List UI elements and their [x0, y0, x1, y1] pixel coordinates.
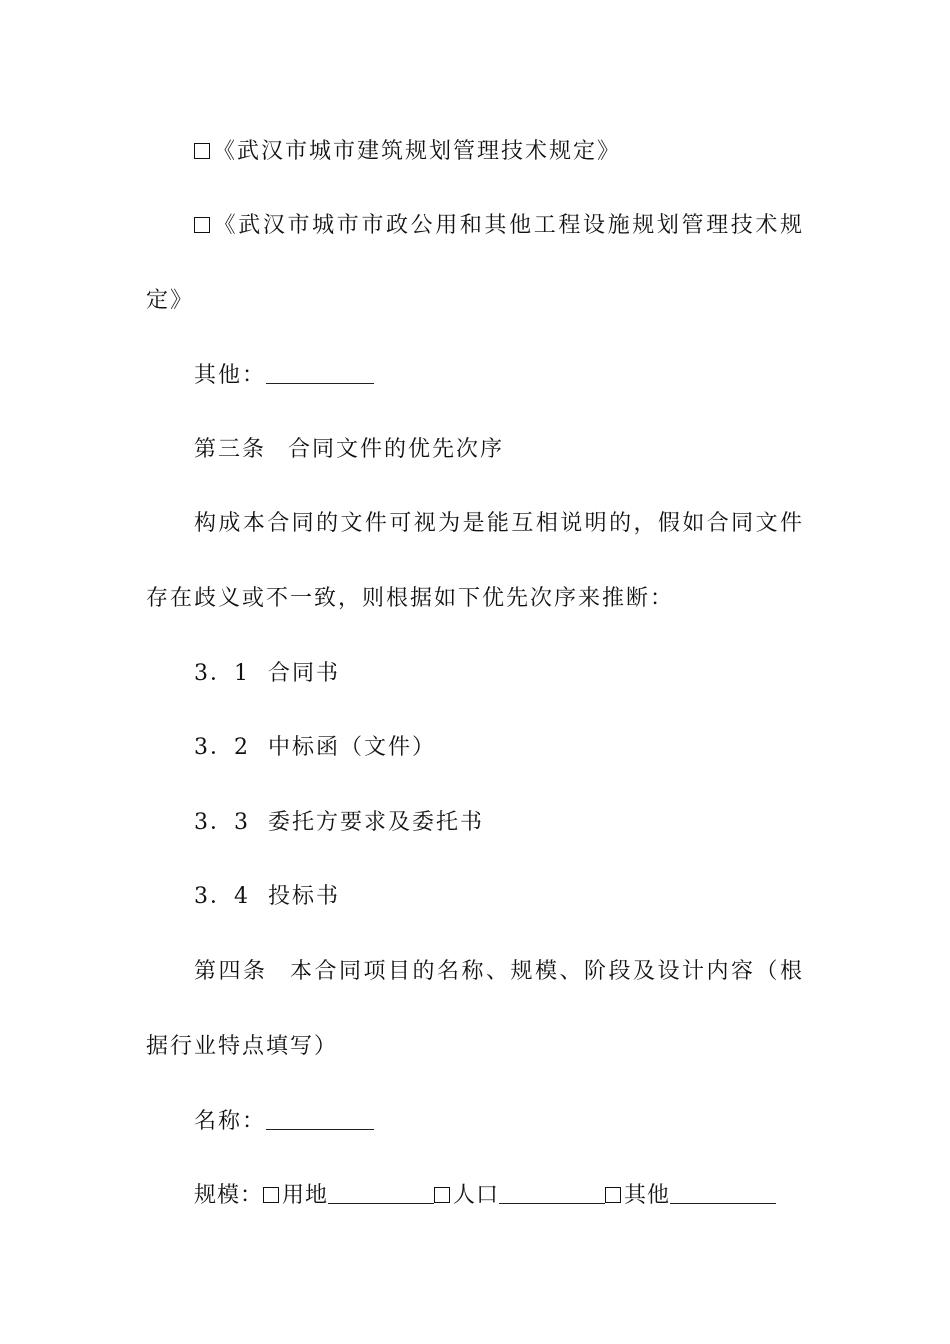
regulation-building-text: 《武汉市城市建筑规划管理技术规定》 — [213, 139, 622, 164]
other-row — [194, 361, 804, 391]
scale-label: 规模： — [194, 1183, 264, 1208]
name-blank-field[interactable] — [266, 1107, 374, 1130]
article3-paragraph-line2 — [146, 584, 804, 614]
article3-title: 合同文件的优先次序 — [288, 437, 505, 462]
regulation-item-municipal — [194, 211, 804, 241]
other-label: 其他： — [194, 363, 267, 388]
article3-paragraph-text1: 构成本合同的文件可视为是能互相说明的，假如合同文件 — [194, 511, 804, 536]
name-label: 名称： — [194, 1109, 267, 1134]
scale-option-population: 人口 — [453, 1183, 500, 1208]
other-blank-field[interactable] — [266, 361, 374, 384]
article3-paragraph-line1 — [194, 509, 804, 539]
scale-option-land: 用地 — [282, 1183, 329, 1208]
name-row — [194, 1107, 804, 1137]
article4-number: 第四条 — [194, 959, 268, 984]
priority-item — [194, 882, 804, 912]
priority-item-number: 3．3 — [194, 810, 250, 835]
checkbox-building-regulation[interactable] — [194, 143, 210, 159]
checkbox-population[interactable] — [434, 1187, 450, 1203]
article4-heading-row — [194, 957, 804, 987]
checkbox-land[interactable] — [263, 1187, 279, 1203]
priority-item — [194, 659, 804, 689]
regulation-item-municipal-cont — [146, 286, 804, 316]
scale-row — [194, 1181, 804, 1211]
priority-item-text: 中标函（文件） — [268, 735, 437, 760]
regulation-municipal-text-line1: 《武汉市城市市政公用和其他工程设施规划管理技术规 — [213, 213, 804, 238]
checkbox-municipal-regulation[interactable] — [194, 217, 210, 233]
priority-item-number: 3．4 — [194, 884, 250, 909]
priority-item-number: 3．1 — [194, 661, 250, 686]
other-scale-blank-field[interactable] — [670, 1181, 776, 1204]
regulation-item-building — [194, 137, 804, 167]
article4-title-cont — [146, 1032, 804, 1062]
article4-title-line2: 据行业特点填写） — [146, 1034, 339, 1059]
priority-item — [194, 808, 804, 838]
article4-title-line1: 本合同项目的名称、规模、阶段及设计内容（根 — [289, 959, 804, 984]
article3-heading-row — [194, 435, 804, 465]
article3-paragraph-text2: 存在歧义或不一致，则根据如下优先次序来推断： — [146, 586, 675, 611]
article3-number: 第三条 — [194, 437, 267, 462]
priority-item-text: 合同书 — [268, 661, 341, 686]
priority-item-number: 3．2 — [194, 735, 250, 760]
population-blank-field[interactable] — [499, 1181, 605, 1204]
priority-item-text: 委托方要求及委托书 — [268, 810, 485, 835]
scale-option-other: 其他 — [624, 1183, 671, 1208]
checkbox-other[interactable] — [605, 1187, 621, 1203]
land-blank-field[interactable] — [328, 1181, 434, 1204]
regulation-municipal-text-line2: 定》 — [146, 288, 195, 313]
priority-item-text: 投标书 — [268, 884, 341, 909]
priority-item — [194, 733, 804, 763]
